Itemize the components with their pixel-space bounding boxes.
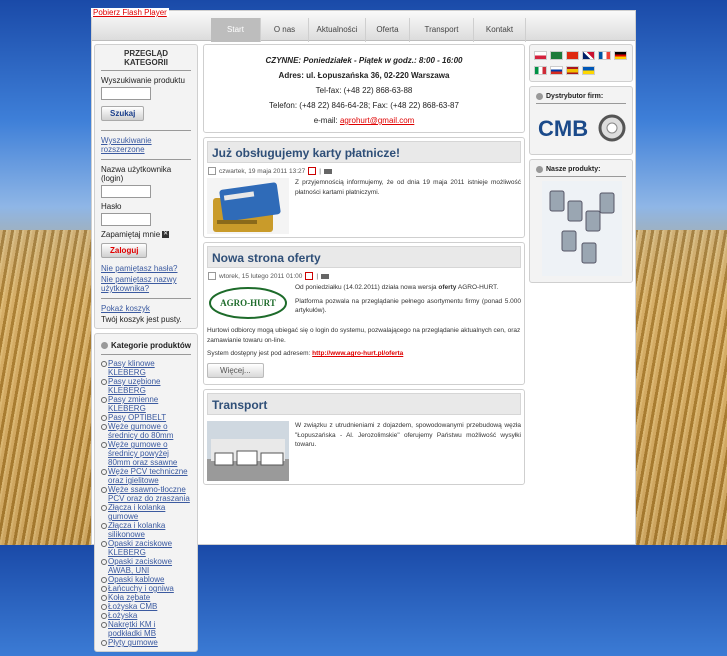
category-link[interactable]: Pasy zmienne KLEBERG (108, 395, 159, 413)
categories-header (101, 338, 191, 355)
address: Adres: ul. Łopuszańska 36, 02-220 Warszawa (278, 71, 450, 80)
print-icon[interactable] (324, 169, 332, 174)
list-item[interactable] (101, 611, 191, 620)
search-title: PRZEGLĄD KATEGORII (101, 49, 191, 71)
login-button[interactable]: Zaloguj (101, 243, 147, 258)
category-link[interactable]: Węże PCV techniczne oraz igielitowe (108, 467, 188, 485)
calendar-icon (208, 167, 216, 175)
svg-text:CMB: CMB (538, 116, 589, 141)
post-text: W związku z utrudnieniami z dojazdem, spowodowanymi przebudową węzła "Łopuszańska - Al. Jerozolimskie" oferujemy Państwu możliwość wysyłki towaru. (295, 422, 521, 448)
contact-box (203, 44, 525, 133)
search-button[interactable]: Szukaj (101, 106, 144, 121)
categories-box (94, 333, 198, 652)
post-text-part: AGRO-HURT. (457, 284, 499, 291)
category-link[interactable]: Pasy uzębione KLEBERG (108, 377, 161, 395)
post-text: Platforma pozwala na przeglądanie pełnego asortymentu firmy (ponad 5.000 artykułów). (295, 297, 521, 314)
category-link[interactable]: Opaski kablowe (108, 575, 165, 584)
flag-sa-icon[interactable] (550, 51, 563, 60)
cart-status: Twój koszyk jest pusty. (101, 315, 182, 324)
tel-fax: Tel-fax: (+48 22) 868-63-88 (315, 86, 413, 95)
products-box (529, 159, 633, 283)
credit-cards-image (207, 178, 289, 234)
list-item[interactable] (101, 413, 191, 422)
username-label: Nazwa użytkownika (login) (101, 165, 172, 183)
post-full-text: Hurtowi odbiorcy mogą ubiegać się o login do systemu, pozwalającego na przeglądanie aktualnych cen, oraz zamawianie towaru on-line. (207, 327, 521, 344)
nav-transport[interactable]: Transport (410, 18, 474, 42)
password-label: Hasło (101, 202, 122, 211)
list-item[interactable] (101, 467, 191, 485)
category-link[interactable]: Opaski zaciskowe KLEBERG (108, 539, 173, 557)
list-item[interactable] (101, 395, 191, 413)
nav-aktualnosci[interactable]: Aktualności (309, 18, 366, 42)
remember-label: Zapamiętaj mnie (101, 230, 161, 239)
list-item[interactable] (101, 485, 191, 503)
flag-fr-icon[interactable] (598, 51, 611, 60)
email-link[interactable]: agrohurt@gmail.com (339, 116, 415, 125)
post-cards (203, 389, 525, 485)
password-input[interactable] (101, 213, 151, 226)
search-label: Wyszukiwanie produktu (101, 76, 185, 85)
cmb-logo (536, 108, 628, 148)
language-selector (529, 44, 633, 82)
bullet-icon (536, 166, 543, 173)
post-body (207, 178, 521, 234)
flag-ru-icon[interactable] (550, 66, 563, 75)
list-item[interactable] (101, 584, 191, 593)
post-cards (203, 137, 525, 238)
pdf-icon[interactable] (305, 272, 313, 280)
nav-start[interactable]: Start (211, 18, 261, 42)
system-link[interactable]: http://www.agro-hurt.pl/oferta (312, 350, 404, 357)
email-label: e-mail: (313, 116, 338, 125)
system-label: System dostępny jest pod adresem: (207, 350, 311, 357)
list-item[interactable] (101, 521, 191, 539)
category-link[interactable]: Złącza i kolanka silikonowe (108, 521, 166, 539)
remember-me (101, 230, 191, 239)
list-item[interactable] (101, 359, 191, 377)
svg-text:AGRO-HURT: AGRO-HURT (220, 298, 276, 308)
background-wheat-right (632, 230, 727, 545)
list-item[interactable] (101, 557, 191, 575)
post-date: wtorek, 15 lutego 2011 01:00 (219, 272, 303, 280)
forgot-username-link[interactable]: Nie pamiętasz nazwy użytkownika? (101, 275, 177, 293)
remember-checkbox[interactable]: ✕ (163, 231, 169, 238)
distributor-box (529, 86, 633, 155)
list-item[interactable] (101, 422, 191, 440)
products-header (536, 164, 626, 177)
main-nav (211, 18, 526, 42)
flag-ua-icon[interactable] (582, 66, 595, 75)
main-content (203, 44, 525, 489)
list-item[interactable] (101, 593, 191, 602)
nav-kontakt[interactable]: Kontakt (474, 18, 526, 42)
top-bar (92, 11, 635, 41)
flag-gb-icon[interactable] (582, 51, 595, 60)
nav-oferta[interactable]: Oferta (366, 18, 410, 42)
list-item[interactable] (101, 539, 191, 557)
category-link[interactable]: Łożyska CMB (108, 602, 158, 611)
list-item[interactable] (101, 638, 191, 647)
category-link[interactable]: Pasy klinowe KLEBERG (108, 359, 155, 377)
list-item[interactable] (101, 377, 191, 395)
post-text-part: Od poniedziałku (14.02.2011) działa nowa wersja (295, 284, 437, 291)
category-link[interactable]: Węże gumowe o średnicy powyżej 80mm oraz ssawne (108, 440, 178, 467)
phone: Telefon: (+48 22) 846-64-28; Fax: (+48 22) 868-63-87 (269, 101, 459, 110)
divider (101, 130, 191, 131)
flag-it-icon[interactable] (534, 66, 547, 75)
bullet-icon (101, 342, 108, 349)
category-link[interactable]: Pasy OPTIBELT (108, 413, 167, 422)
read-more-button[interactable]: Więcej... (207, 363, 264, 378)
right-sidebar (529, 44, 633, 287)
category-list (101, 359, 191, 647)
list-item[interactable] (101, 575, 191, 584)
category-link[interactable]: Łożyska (108, 611, 138, 620)
list-item[interactable] (101, 503, 191, 521)
post-date: czwartek, 19 maja 2011 13:27 (219, 167, 306, 175)
post-text (295, 283, 521, 293)
divider (101, 298, 191, 299)
category-link[interactable]: Płyty gumowe (108, 638, 158, 647)
post-cards (203, 242, 525, 385)
category-link[interactable]: Węże gumowe o średnicy do 80mm (108, 422, 174, 440)
username-input[interactable] (101, 185, 151, 198)
list-item[interactable] (101, 620, 191, 638)
post-title[interactable]: Nowa strona oferty (207, 246, 521, 268)
category-link[interactable]: Opaski zaciskowe AWAB, UNI (108, 557, 173, 575)
flash-player-link[interactable]: Pobierz Flash Player (93, 8, 167, 17)
categories-title: Kategorie produktów (111, 341, 192, 350)
bullet-icon (536, 93, 543, 100)
products-image (542, 181, 622, 276)
post-body (207, 283, 521, 323)
search-input[interactable] (101, 87, 151, 100)
list-item[interactable] (101, 440, 191, 467)
distributor-title: Dystrybutor firm: (546, 93, 604, 100)
email-row (208, 113, 520, 128)
distributor-header (536, 91, 626, 104)
forgot-password-link[interactable]: Nie pamiętasz hasła? (101, 264, 178, 273)
calendar-icon (208, 272, 216, 280)
post-text-bold: oferty (438, 284, 457, 291)
page-container (91, 10, 636, 647)
list-item[interactable] (101, 602, 191, 611)
category-link[interactable]: Nakrętki KM i podkładki MB (108, 620, 157, 638)
transport-image (207, 421, 289, 481)
category-link[interactable]: Złącza i kolanka gumowe (108, 503, 166, 521)
nav-o-nas[interactable]: O nas (261, 18, 309, 42)
search-box (94, 44, 198, 329)
post-text: Z przyjemnością informujemy, że od dnia 19 maja 2011 istnieje możliwość płatności kartami płatniczymi. (295, 179, 521, 196)
category-link[interactable]: Koła zębate (108, 593, 151, 602)
post-title[interactable]: Transport (207, 393, 521, 415)
pdf-icon[interactable] (308, 167, 316, 175)
background-wheat-left (0, 230, 92, 545)
system-address (207, 349, 521, 359)
flag-cn-icon[interactable] (566, 51, 579, 60)
flag-es-icon[interactable] (566, 66, 579, 75)
post-meta: wtorek, 15 lutego 2011 01:00 | (208, 272, 521, 280)
advanced-search-link[interactable]: Wyszukiwanie rozszerzone (101, 136, 152, 154)
post-body (207, 421, 521, 481)
print-icon[interactable] (321, 274, 329, 279)
flag-de-icon[interactable] (614, 51, 627, 60)
show-cart-link[interactable]: Pokaż koszyk (101, 304, 150, 313)
opening-hours: CZYNNE: Poniedziałek - Piątek w godz.: 8:00 - 16:00 (265, 56, 463, 65)
category-link[interactable]: Łańcuchy i ogniwa (108, 584, 174, 593)
divider (101, 159, 191, 160)
products-title: Nasze produkty: (546, 166, 601, 173)
flag-pl-icon[interactable] (534, 51, 547, 60)
post-text-block (295, 283, 521, 323)
post-meta: czwartek, 19 maja 2011 13:27 | (208, 167, 521, 175)
post-title[interactable]: Już obsługujemy karty płatnicze! (207, 141, 521, 163)
agro-hurt-logo (207, 283, 289, 323)
category-link[interactable]: Węże ssawno-tłoczne PCV oraz do zraszania (108, 485, 190, 503)
left-sidebar (94, 44, 198, 656)
